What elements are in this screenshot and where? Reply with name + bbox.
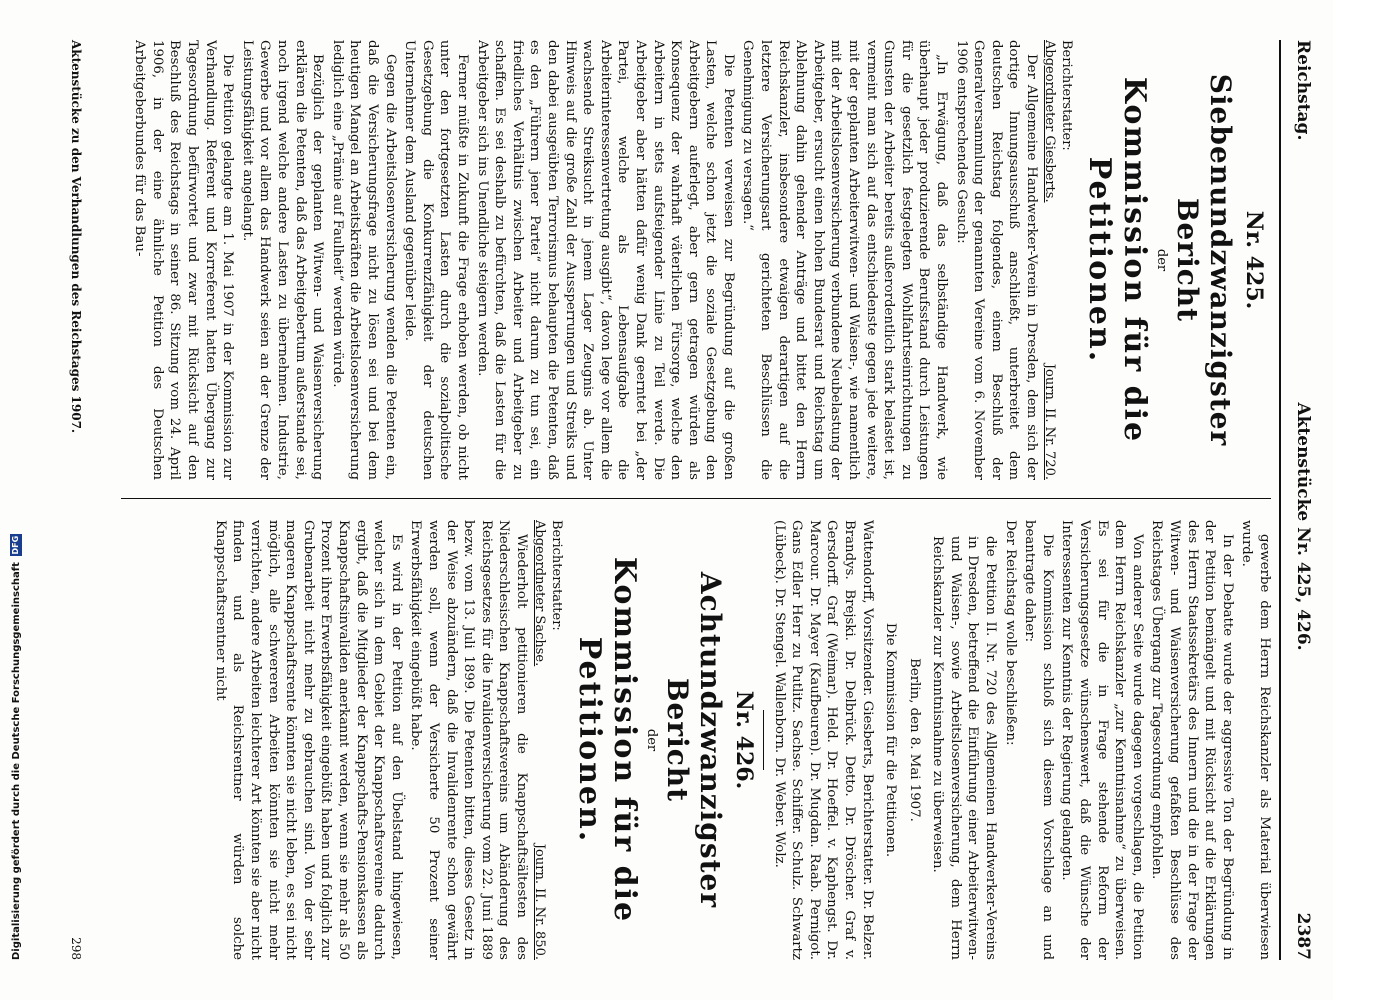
report-number-425: Nr. 425. bbox=[1241, 210, 1267, 310]
commission-signature: Die Kommission für die Petitionen. bbox=[883, 622, 899, 858]
paragraph: gewerbe dem Herrn Reichskanzler als Material überwiesen wurde. bbox=[1239, 520, 1272, 960]
title-connector-426: der bbox=[643, 728, 659, 752]
running-head-center: Aktenstücke Nr. 425, 426. bbox=[1293, 402, 1313, 651]
page-footer bbox=[69, 40, 83, 960]
title-connector-425: der bbox=[1154, 248, 1169, 272]
paragraph: Gegen die Arbeitslosenversicherung wenden die Petenten ein, daß die Versicherungsfrage nicht zu lösen sei und bei dem heutigen Mangel an Arbeitskräften die Arbeitslosenversicherung lediglich eine „Prämie auf Faulheit“ werden würde. bbox=[329, 40, 398, 480]
rapporteur-label: Berichterstatter: bbox=[1059, 40, 1074, 151]
report-title-425: Siebenundzwanzigster Bericht bbox=[1171, 73, 1237, 447]
report-title-426: Achtundzwanzigster Bericht bbox=[660, 571, 727, 909]
section-rule bbox=[763, 710, 764, 770]
side-note-text: Digitalisierung gefördert durch die Deutsche Forschungsgemeinschaft bbox=[10, 562, 22, 960]
dfg-logo: DFG bbox=[11, 535, 20, 555]
paragraph: Es wird in der Petition auf den Übelstand hingewiesen, welcher sich in dem Gebiet der Knappschaftsvereine dadurch ergibt, daß die Mitglieder der Knappschafts-Pensionskassen als Knappschaftsinvaliden anerkannt werden, wenn sie mehr als 50 Prozent ihrer Erwerbsfähigkeit eingebüßt haben und folglich zur Grubenarbeit nicht mehr zu gebrauchen sind. Von der sehr mageren Knappschaftsrente könnten sie nicht leben, es sei nicht möglich, alle schwereren Arbeiten könnten sie nicht mehr verrichten, andere Arbeiten leichterer Art könnten sie aber nicht finden und als Reichsrentner würden solche Knappschaftsrentner nicht bbox=[212, 520, 404, 960]
rapporteur-name: Abgeordneter Giesberts. bbox=[1042, 40, 1057, 203]
running-head-left: Reichstag. bbox=[1293, 40, 1313, 141]
footer-page: 298 bbox=[69, 937, 83, 960]
place-date: Berlin, den 8. Mai 1907. bbox=[906, 658, 922, 822]
resolution-text: die Petition II. Nr. 720 des Allgemeinen Handwerker-Vereins in Dresden, betreffend die Einführung einer Arbeiterwitwen- und Waisen-, sowie Arbeitslosenversicherung, dem Herrn Reichskanzler zur Kenntnisnahme zu überweisen. bbox=[930, 536, 999, 960]
report-continuation-425 bbox=[1021, 520, 1273, 960]
paragraph: Wiederholt petitionieren die Knappschaftsältesten des Niederschlesischen Knappschaftsvereins um Abänderung des Reichsgesetzes für die Invalidenversicherung vom 22. Juni 1889 bezw. vom 13. Juli 1899. Die Petenten bitten, dieses Gesetz in der Weise abzuändern, daß die Invalidenrente schon gewährt werden soll, wenn der Versicherte 50 Prozent seiner Erwerbsfähigkeit eingebüßt habe. bbox=[408, 520, 529, 960]
commission-members: Wattendorff, Vorsitzender. Giesberts, Berichterstatter. Dr. Belzer. Brandys. Brejski. Dr. Delbrück. Detto. Dr. Dröscher. Graf v. Gersdorff. Graf (Weimar). Held. Dr. Hoeffel. v. Kaphengst. Dr. Marcour. Dr. Mayer (Kaufbeuren). Dr. Mugdan. Raab. Pernigot. Gans Edler Herr zu Putlitz. Sachse. Schiffer. Schulz. Schwartz (Lübeck). Dr. Stengel. Wallenborn. Dr. Weber. Wolz. bbox=[771, 520, 875, 960]
paragraph: In der Debatte wurde der aggressive Ton der Begründung in der Petition bemängelt und mit Rücksicht auf die Erklärungen des Herrn Staatssekretärs des Innern und die in der Frage der Witwen- und Waisenversicherung gefaßten Beschlüsse des Reichstages Übergang zur Tagesordnung empfohlen. bbox=[1149, 520, 1235, 960]
paragraph: Bezüglich der geplanten Witwen- und Waisenversicherung erklären die Petenten, daß das Arbeitgebertum außerstande sei, noch irgend welche andere Lasten zu übernehmen. Industrie, Gewerbe und vor allem das Handwerk seien an der Grenze der Leistungsfähigkeit angelangt. bbox=[239, 40, 326, 480]
rapporteur-line-426 bbox=[532, 520, 547, 960]
commission-title-425: Kommission für die Petitionen. bbox=[1082, 76, 1152, 444]
running-head bbox=[1283, 40, 1323, 960]
column-divider bbox=[121, 498, 1271, 499]
report-body-426 bbox=[211, 520, 530, 960]
paragraph: Von anderer Seite wurde dagegen vorgeschlagen, die Petition dem Herrn Reichskanzler „zur Kenntnisnahme“ zu überweisen. Es sei für die in Frage stehende Reform der Versicherungsgesetze wünschenswert, daß die Wünsche der Interessenten zur Kenntnis der Regierung gelangten. bbox=[1059, 520, 1145, 960]
paragraph: „In Erwägung, daß das selbständige Handwerk, wie überhaupt jeder produzierende Berufsstand durch Leistungen für die gesetzlich festgelegten Wohlfahrtseinrichtungen zu Gunsten der Arbeiter bereits außerordentlich stark belastet ist, vermeint man sich auf das entschiedenste gegen jede weitere, mit der geplanten Arbeiterwitwen- und Waisen-, wie namentlich mit der Arbeitslosenversicherung verbundene Neubelastung der Arbeitgeber, ersucht einen hohen Bundesrat und Reichstag um Ablehnung dahin gehender Anträge und bittet den Herrn Reichskanzler, insbesondere etwaigen derartigen auf die letztere Versicherungsart gerichteten Beschlüssen die Genehmigung zu versagen.“ bbox=[740, 40, 950, 480]
rapporteur-label-425 bbox=[1059, 40, 1074, 480]
report-body-425 bbox=[131, 40, 1040, 480]
paragraph: Die Kommission schloß sich diesem Vorschlage an und beantragte daher: bbox=[1022, 520, 1055, 960]
rapporteur-name: Abgeordneter Sachse. bbox=[531, 520, 547, 667]
rapporteur-label-426 bbox=[549, 520, 564, 960]
commission-title-426: Kommission für die Petitionen. bbox=[571, 556, 642, 924]
resolution-intro: Der Reichstag wolle beschließen: bbox=[1002, 520, 1018, 746]
rapporteur-label: Berichterstatter: bbox=[548, 520, 564, 631]
journal-number: Journ. II. Nr. 720. bbox=[1042, 363, 1057, 480]
right-column bbox=[103, 520, 1273, 960]
rapporteur-line-425 bbox=[1042, 40, 1057, 480]
side-note bbox=[4, 0, 28, 1000]
paragraph: Der Allgemeine Handwerker-Verein in Dresden, dem sich der dortige Innungsausschuß anschließt, unterbreitet dem deutschen Reichstag folgendes, einem Beschluß der Generalversammlung der genannten Vereine vom 6. November 1906 entsprechendes Gesuch: bbox=[953, 40, 1039, 480]
paragraph: Die Petenten verweisen zur Begründung auf die großen Lasten, welche schon jetzt die soziale Gesetzgebung den Arbeitgebern auferlegt, aber gern getragen würden als Konsequenz der wahrhaft väterlichen Fürsorge, welche den Arbeitern in stets aufsteigender Linie zu Teil werde. Die Arbeitgeber aber hätten dafür wenig Dank geerntet bei „der Partei, welche als Lebensaufgabe die Arbeiterinteressenvertretung ausgibt“, davon lege vor allem die wachsende Streiksucht in jenem Lager Zeugnis ab. Unter Hinweis auf die große Zahl der Aussperrungen und Streiks und den dabei ausgeübten Terrorismus behaupten die Petenten, daß es den „Führern jener Partei“ nicht darum zu tun sei, ein friedliches Verhältnis zwischen Arbeiter und Arbeitgeber zu schaffen. Es sei deshalb zu befürchten, daß die Lasten für die Arbeitgeber sich ins Unendliche steigern werden. bbox=[474, 40, 736, 480]
footer-note: Aktenstücke zu den Verhandlungen des Reichstages 1907. bbox=[69, 40, 83, 434]
journal-number: Journ. II. Nr. 850. bbox=[531, 843, 547, 960]
paragraph: Ferner müßte in Zukunft die Frage erhoben werden, ob nicht unter den fortgesetzten Lasten durch die sozialpolitische Gesetzgebung die Konkurrenzfähigkeit der deutschen Unternehmer dem Ausland gegenüber leide. bbox=[402, 40, 470, 480]
left-column bbox=[103, 40, 1273, 480]
paragraph: Die Petition gelangte am 1. Mai 1907 in der Kommission zur Verhandlung. Referent und Korreferent hatten Übergang zur Tagesordnung befürwortet und zwar mit Rücksicht auf den Beschluß des Reichstags in seiner 86. Sitzung vom 24. April 1906, in der eine ähnliche Petition des Deutschen Arbeitgeberbundes für das Bau- bbox=[132, 40, 236, 480]
page-number: 2387 bbox=[1293, 912, 1313, 960]
header-rule bbox=[1279, 40, 1281, 960]
report-number-426: Nr. 426. bbox=[730, 690, 757, 790]
